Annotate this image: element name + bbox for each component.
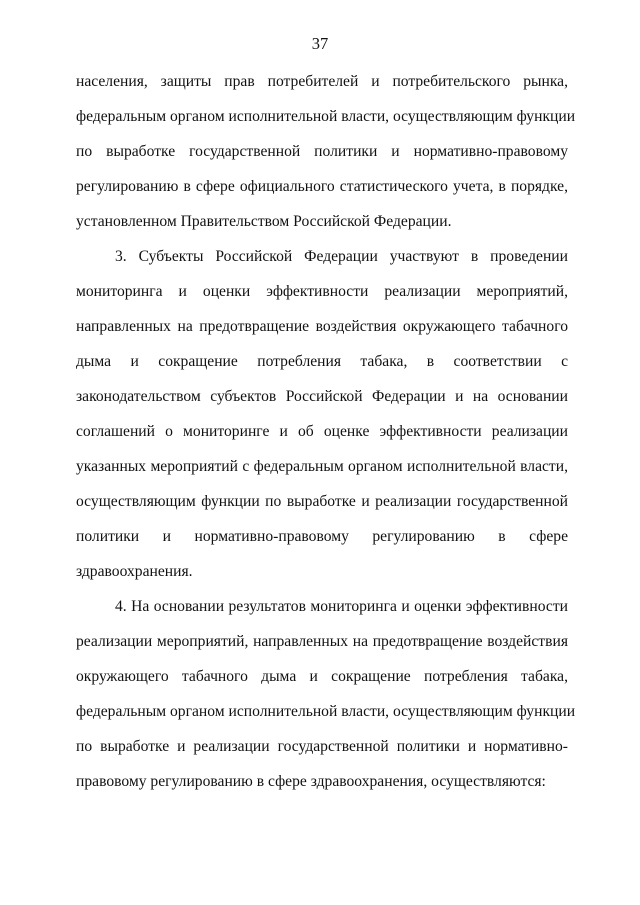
text-line: населения, защиты прав потребителей и потребительского рынка, — [76, 73, 568, 90]
text-line: федеральным органом исполнительной власти, осуществляющим функции — [76, 703, 576, 720]
text-line: политики и нормативно-правовому регулированию в сфере — [76, 528, 568, 545]
text-line: здравоохранения. — [76, 563, 193, 580]
text-line: федеральным органом исполнительной власти, осуществляющим функции — [76, 108, 576, 125]
text-line: окружающего табачного дыма и сокращение потребления табака, — [76, 668, 568, 685]
text-line: правовому регулированию в сфере здравоохранения, осуществляются: — [76, 773, 546, 790]
page-number: 37 — [311, 34, 329, 53]
text-line: указанных мероприятий с федеральным органом исполнительной власти, — [76, 458, 568, 475]
text-line: дыма и сокращение потребления табака, в соответствии с — [76, 353, 568, 370]
text-line: реализации мероприятий, направленных на предотвращение воздействия — [76, 633, 568, 650]
text-line: установленном Правительством Российской Федерации. — [76, 213, 452, 230]
text-line: мониторинга и оценки эффективности реализации мероприятий, — [76, 283, 568, 300]
paragraph-4-first-line: 4. На основании результатов мониторинга и оценки эффективности — [115, 598, 568, 615]
text-line: регулированию в сфере официального статистического учета, в порядке, — [76, 178, 568, 195]
text-line: по выработке и реализации государственной политики и нормативно- — [76, 738, 568, 755]
text-line: соглашений о мониторинге и об оценке эффективности реализации — [76, 423, 568, 440]
paragraph-3-first-line: 3. Субъекты Российской Федерации участвуют в проведении — [115, 248, 568, 265]
text-line: направленных на предотвращение воздействия окружающего табачного — [76, 318, 568, 335]
text-line: законодательством субъектов Российской Федерации и на основании — [76, 388, 568, 405]
text-line: по выработке государственной политики и нормативно-правовому — [76, 143, 568, 160]
text-line: осуществляющим функции по выработке и реализации государственной — [76, 493, 568, 510]
